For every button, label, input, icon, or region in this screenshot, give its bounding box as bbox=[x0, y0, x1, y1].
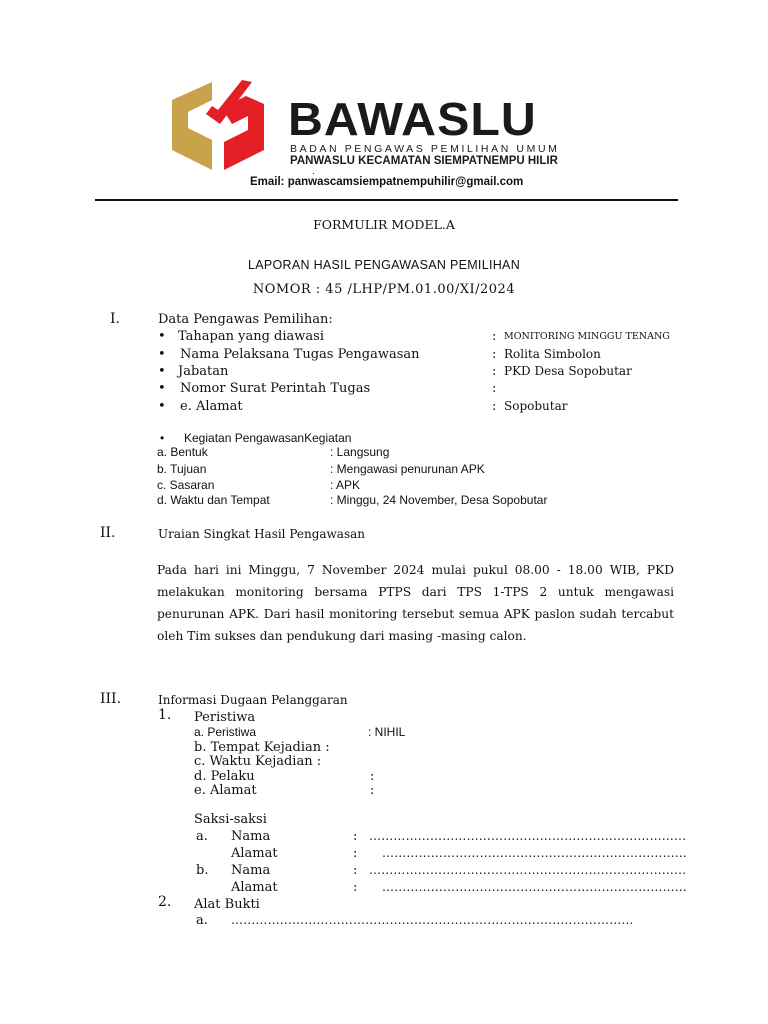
activity-value: : APK bbox=[330, 478, 361, 492]
list-item bbox=[160, 347, 420, 362]
activity-bullet: • bbox=[160, 431, 165, 445]
witness-letter: b. bbox=[196, 863, 209, 878]
witness-name-dots: …………………………………………………………………… bbox=[369, 829, 687, 843]
witness-name-dots: …………………………………………………………………… bbox=[369, 863, 687, 877]
event-number: 1. bbox=[158, 707, 172, 723]
event-label: a. Peristiwa bbox=[194, 725, 257, 739]
item-label: Tahapan yang diawasi bbox=[178, 329, 324, 344]
section-2-heading: Uraian Singkat Hasil Pengawasan bbox=[158, 527, 366, 541]
section-3-numeral: III. bbox=[100, 691, 122, 707]
bawaslu-logo-icon bbox=[166, 78, 270, 174]
header-dot: . bbox=[312, 166, 315, 177]
item-value: Rolita Simbolon bbox=[504, 347, 601, 361]
event-heading: Peristiwa bbox=[194, 710, 256, 725]
witness-letter: a. bbox=[196, 829, 208, 844]
witness-address-colon: : bbox=[353, 846, 358, 861]
activity-label: c. Sasaran bbox=[157, 478, 215, 492]
item-label: Jabatan bbox=[178, 364, 229, 379]
item-colon: : bbox=[492, 329, 497, 344]
event-label: b. Tempat Kejadian : bbox=[194, 740, 330, 755]
witness-address-label: Alamat bbox=[231, 880, 278, 895]
list-item bbox=[160, 329, 324, 344]
section-3-heading: Informasi Dugaan Pelanggaran bbox=[158, 693, 348, 707]
witness-name-colon: : bbox=[353, 863, 358, 878]
activity-heading: Kegiatan PengawasanKegiatan bbox=[184, 431, 352, 445]
event-value: : bbox=[370, 783, 375, 798]
evidence-dots: ……………………………………………………………………………………… bbox=[231, 913, 634, 927]
evidence-letter: a. bbox=[196, 913, 208, 928]
witness-address-dots: ………………………………………………………………… bbox=[382, 846, 687, 860]
report-number: NOMOR : 45 /LHP/PM.01.00/XI/2024 bbox=[252, 282, 516, 297]
item-colon: : bbox=[492, 347, 497, 362]
event-label: c. Waktu Kejadian : bbox=[194, 754, 322, 769]
witness-heading: Saksi-saksi bbox=[194, 812, 267, 827]
witness-address-colon: : bbox=[353, 880, 358, 895]
item-label: Nama Pelaksana Tugas Pengawasan bbox=[180, 347, 420, 362]
witness-address-label: Alamat bbox=[231, 846, 278, 861]
brand-name: BAWASLU bbox=[288, 93, 537, 145]
item-label: Nomor Surat Perintah Tugas bbox=[180, 381, 371, 396]
activity-label: a. Bentuk bbox=[157, 445, 208, 459]
report-title: LAPORAN HASIL PENGAWASAN PEMILIHAN bbox=[247, 258, 521, 272]
list-item bbox=[160, 399, 243, 414]
witness-name-label: Nama bbox=[231, 829, 271, 844]
event-label: d. Pelaku bbox=[194, 769, 255, 784]
event-value: : bbox=[370, 769, 375, 784]
item-colon: : bbox=[492, 381, 497, 396]
section-2-body: Pada hari ini Minggu, 7 November 2024 mulai pukul 08.00 - 18.00 WIB, PKD melakukan monitoring bersama PTPS dari TPS 1-TPS 2 untuk mengawasi penurunan APK. Dari hasil monitoring tersebut semua APK paslon sudah tercabut oleh Tim sukses dan pendukung dari masing -masing calon. bbox=[157, 563, 674, 643]
item-value: Sopobutar bbox=[504, 399, 568, 413]
evidence-number: 2. bbox=[158, 894, 172, 910]
list-item bbox=[160, 364, 228, 379]
list-item bbox=[160, 381, 370, 396]
brand-subtitle: BADAN PENGAWAS PEMILIHAN UMUM bbox=[290, 143, 560, 155]
activity-value: : Minggu, 24 November, Desa Sopobutar bbox=[330, 493, 548, 507]
activity-value: : Langsung bbox=[330, 445, 390, 459]
witness-name-colon: : bbox=[353, 829, 358, 844]
office-email: Email: panwascamsiempatnempuhilir@gmail.com bbox=[250, 176, 524, 188]
section-1-heading: Data Pengawas Pemilihan: bbox=[158, 312, 333, 327]
item-colon: : bbox=[492, 364, 497, 379]
item-colon: : bbox=[492, 399, 497, 414]
section-1-numeral: I. bbox=[110, 311, 120, 327]
logo-gold-shape bbox=[172, 82, 212, 170]
event-value: : NIHIL bbox=[368, 725, 406, 739]
activity-label: d. Waktu dan Tempat bbox=[157, 493, 270, 507]
office-name: PANWASLU KECAMATAN SIEMPATNEMPU HILIR bbox=[290, 155, 558, 167]
item-label: e. Alamat bbox=[180, 399, 243, 414]
section-2-numeral: II. bbox=[100, 525, 116, 541]
header-divider bbox=[95, 199, 678, 201]
activity-value: : Mengawasi penurunan APK bbox=[330, 462, 485, 476]
activity-label: b. Tujuan bbox=[157, 462, 207, 476]
witness-name-label: Nama bbox=[231, 863, 271, 878]
form-title: FORMULIR MODEL.A bbox=[313, 217, 455, 232]
witness-address-dots: ………………………………………………………………… bbox=[382, 880, 687, 894]
event-label: e. Alamat bbox=[194, 783, 257, 798]
item-value: MONITORING MINGGU TENANG bbox=[504, 331, 670, 342]
item-value: PKD Desa Sopobutar bbox=[504, 364, 632, 378]
evidence-heading: Alat Bukti bbox=[194, 897, 260, 912]
